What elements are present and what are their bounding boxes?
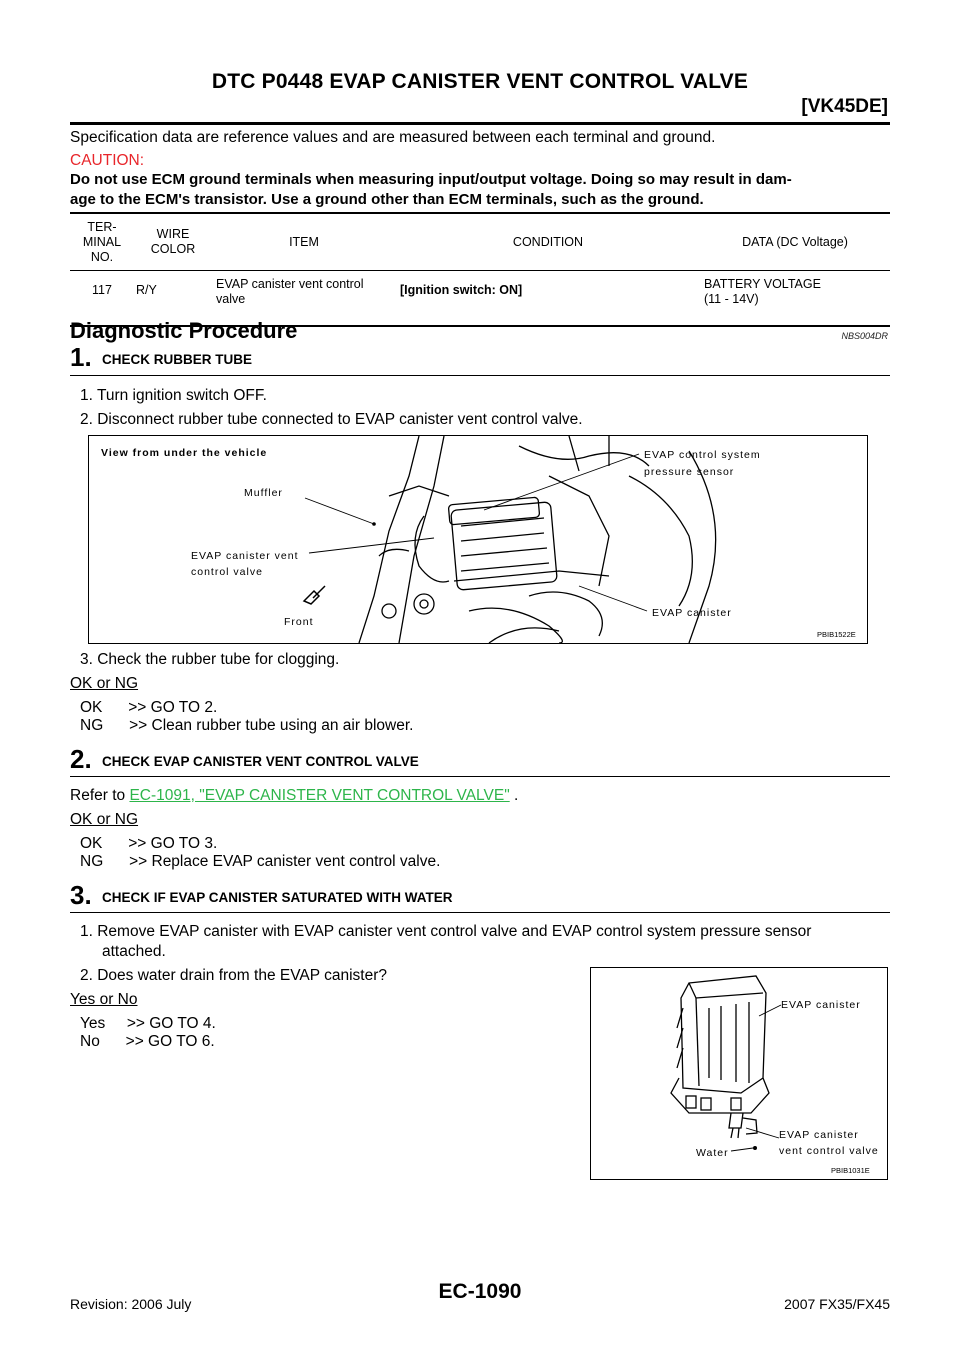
under-vehicle-illustration: [89, 436, 867, 643]
col-terminal: [70, 213, 134, 271]
step-1-okng: OK or NG: [70, 675, 139, 692]
fig1-label-view: View from under the vehicle: [101, 447, 268, 459]
step-1-title: CHECK RUBBER TUBE: [102, 352, 253, 367]
step-3-yesno: Yes or No: [70, 991, 138, 1008]
footer-revision: Revision: 2006 July: [70, 1296, 192, 1312]
step-1-instruction-3: 3. Check the rubber tube for clogging.: [80, 651, 340, 668]
fig1-code: PBIB1522E: [817, 630, 856, 639]
step-3-no: No >> GO TO 6.: [80, 1033, 215, 1050]
cell-data-l2: (11 - 14V): [704, 292, 759, 306]
step-2-ok: OK >> GO TO 3.: [80, 835, 218, 852]
step-1-number: 1.: [70, 342, 92, 372]
fig1-label-muffler: Muffler: [244, 487, 283, 499]
fig2-label-water: Water: [696, 1147, 729, 1159]
engine-label: [VK45DE]: [801, 96, 888, 117]
figure-canister: [590, 967, 888, 1180]
caution-line-1: Do not use ECM ground terminals when measuring input/output voltage. Doing so may result in dam-: [70, 171, 792, 188]
col-data: DATA (DC Voltage): [700, 213, 890, 271]
step-3-rule: [70, 912, 890, 913]
muffler-point: [372, 522, 376, 526]
step-1-ok: OK >> GO TO 2.: [80, 699, 218, 716]
caution-line-2: age to the ECM's transistor. Use a ground other than ECM terminals, such as the ground.: [70, 191, 704, 208]
step-3-instruction-1a: 1. Remove EVAP canister with EVAP canister vent control valve and EVAP control system pressure sensor: [80, 923, 812, 940]
cell-data: [700, 271, 890, 327]
section-title: Diagnostic Procedure: [70, 318, 298, 343]
fig1-label-sensor-2: pressure sensor: [644, 466, 735, 478]
page-title: DTC P0448 EVAP CANISTER VENT CONTROL VALVE: [211, 70, 749, 93]
water-drop-icon: [753, 1146, 757, 1150]
step-2-ng: NG >> Replace EVAP canister vent control valve.: [80, 853, 441, 870]
cell-condition: [Ignition switch: ON]: [396, 271, 700, 327]
fig2-label-vent-2: vent control valve: [779, 1145, 879, 1157]
step-3-instruction-1b: attached.: [102, 943, 166, 960]
cell-item-l1: EVAP canister vent control: [216, 277, 364, 291]
col-terminal-l1: TER-: [87, 219, 117, 234]
col-wire-l2: COLOR: [150, 242, 196, 256]
step-3-title: CHECK IF EVAP CANISTER SATURATED WITH WATER: [102, 890, 453, 905]
step-1-rule: [70, 375, 890, 376]
footer-model: 2007 FX35/FX45: [784, 1296, 890, 1312]
caution-label: CAUTION:: [70, 152, 145, 169]
cell-data-l1: BATTERY VOLTAGE: [704, 277, 821, 291]
leader-lines: [305, 454, 647, 611]
step-3-instruction-2: 2. Does water drain from the EVAP canister?: [80, 967, 387, 984]
step-1-instruction-2: 2. Disconnect rubber tube connected to EVAP canister vent control valve.: [80, 411, 583, 428]
fig1-label-sensor-1: EVAP control system: [644, 449, 761, 461]
fig1-label-vent-1: EVAP canister vent: [191, 550, 299, 562]
figure-under-vehicle: [88, 435, 868, 644]
fig1-label-canister: EVAP canister: [652, 607, 732, 619]
refer-suffix: .: [509, 787, 519, 804]
step-2-number: 2.: [70, 744, 92, 774]
cell-terminal: 117: [70, 271, 134, 327]
canister-drawing: [671, 976, 769, 1138]
step-3-number: 3.: [70, 880, 92, 910]
col-wire: [134, 213, 212, 271]
footer-page-number: EC-1090: [438, 1280, 522, 1303]
fig2-code: PBIB1031E: [831, 1166, 870, 1175]
step-2-okng: OK or NG: [70, 811, 139, 828]
fig1-label-front: Front: [284, 616, 314, 628]
intro-text: Specification data are reference values and are measured between each terminal and ground.: [70, 129, 716, 146]
step-2-refer: [70, 786, 518, 805]
refer-link[interactable]: EC-1091, "EVAP CANISTER VENT CONTROL VALVE": [129, 787, 510, 804]
col-wire-l1: WIRE: [156, 227, 190, 241]
step-3-yes: Yes >> GO TO 4.: [80, 1015, 216, 1032]
section-code: NBS004DR: [841, 331, 888, 341]
col-terminal-l3: NO.: [90, 249, 114, 264]
terminal-spec-table: [70, 212, 890, 327]
fig1-label-vent-2: control valve: [191, 566, 263, 578]
fig2-label-vent-1: EVAP canister: [779, 1129, 859, 1141]
cell-wire: R/Y: [134, 271, 212, 327]
col-condition: CONDITION: [396, 213, 700, 271]
refer-prefix: Refer to: [70, 787, 130, 804]
step-2-rule: [70, 776, 890, 777]
canister-illustration: [591, 968, 887, 1179]
cell-item-l2: valve: [216, 292, 246, 306]
step-2-title: CHECK EVAP CANISTER VENT CONTROL VALVE: [102, 754, 419, 769]
fig2-label-canister: EVAP canister: [781, 999, 861, 1011]
front-arrow-icon: [304, 586, 325, 604]
col-terminal-l2: MINAL: [82, 234, 122, 249]
step-1-instruction-1: 1. Turn ignition switch OFF.: [80, 387, 267, 404]
step-1-ng: NG >> Clean rubber tube using an air blower.: [80, 717, 414, 734]
header-rule: [70, 122, 890, 125]
col-item: ITEM: [212, 213, 396, 271]
